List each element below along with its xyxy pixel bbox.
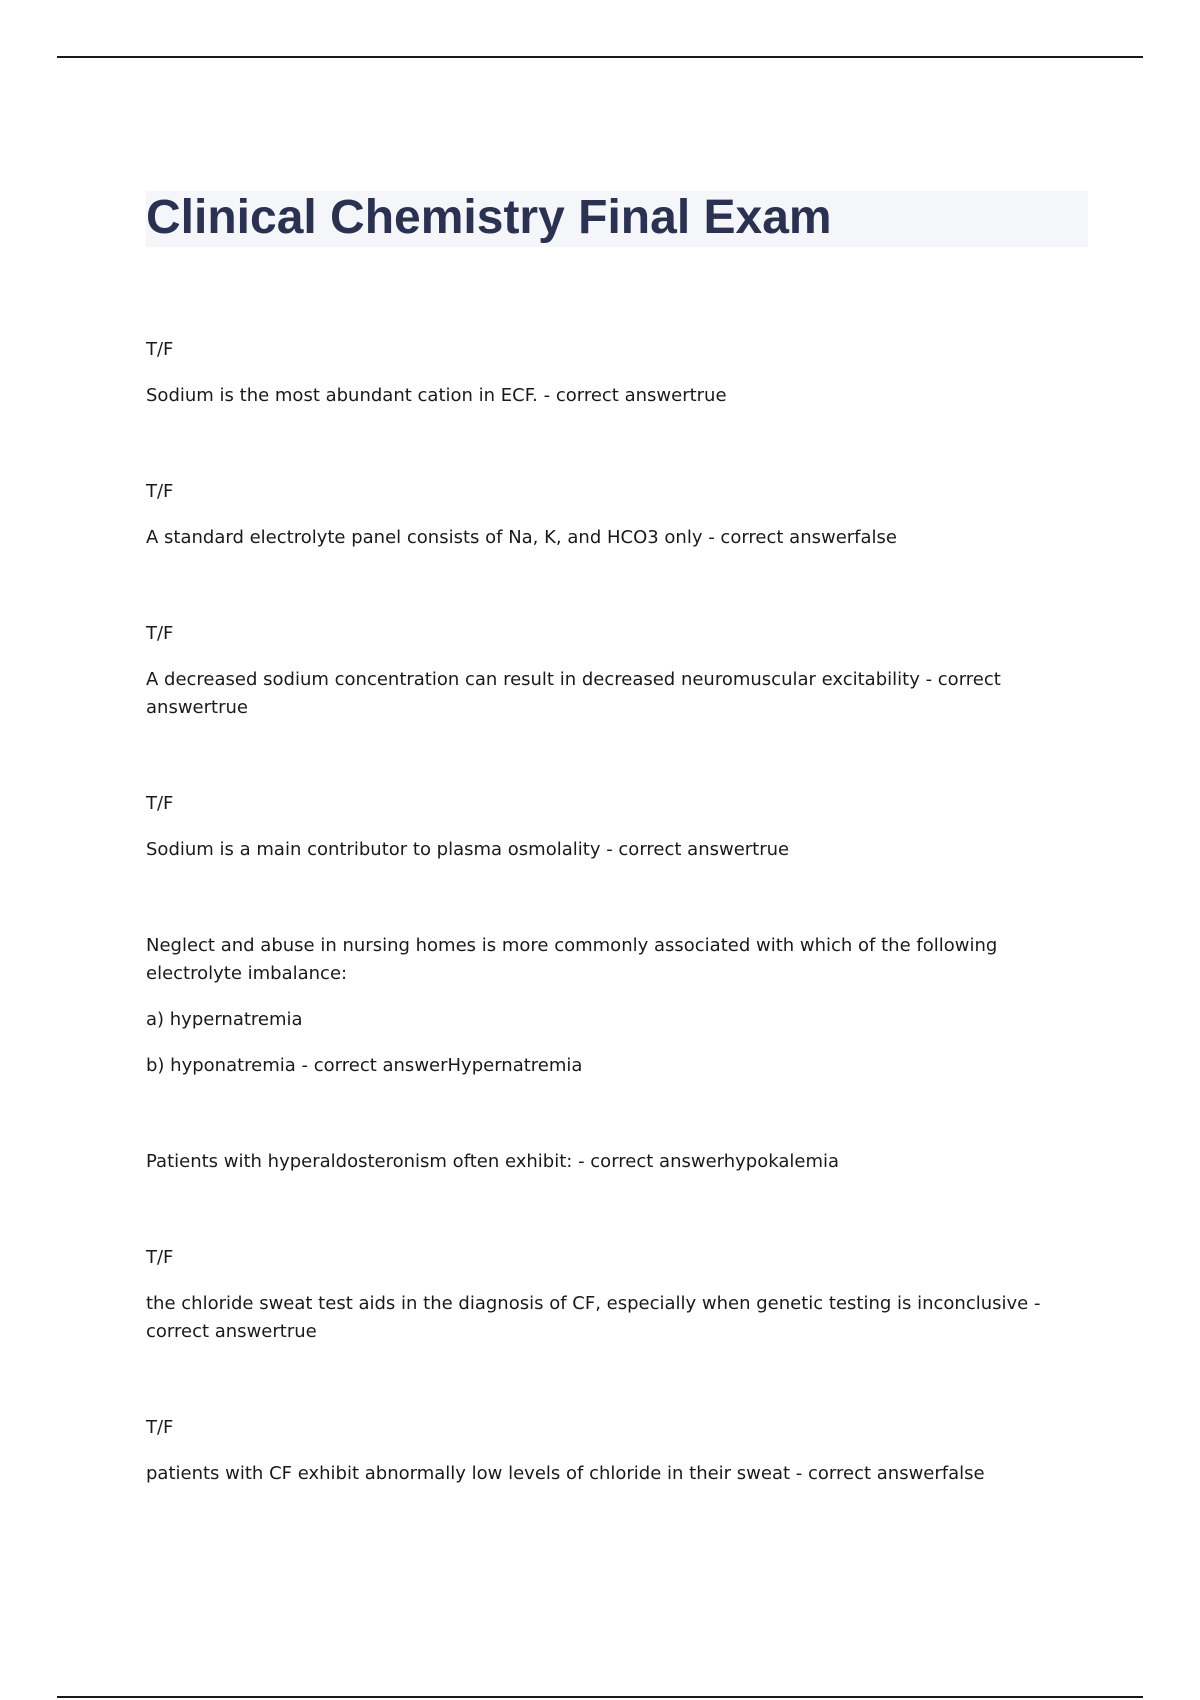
question-text: A decreased sodium concentration can result in decreased neuromuscular excitability - correct answertrue bbox=[146, 669, 1001, 718]
question-text: A standard electrolyte panel consists of Na, K, and HCO3 only - correct answerfalse bbox=[146, 527, 897, 548]
question-type: T/F bbox=[146, 793, 174, 814]
bottom-rule bbox=[57, 1696, 1143, 1698]
question-text: Sodium is a main contributor to plasma osmolality - correct answertrue bbox=[146, 839, 790, 860]
question-item bbox=[146, 620, 1046, 722]
question-item bbox=[146, 932, 1046, 1080]
question-type: T/F bbox=[146, 1247, 174, 1268]
question-item bbox=[146, 336, 1046, 410]
question-type: T/F bbox=[146, 1417, 174, 1438]
document-title: Clinical Chemistry Final Exam bbox=[146, 191, 832, 244]
question-item bbox=[146, 1244, 1046, 1346]
question-item bbox=[146, 478, 1046, 552]
question-text: patients with CF exhibit abnormally low levels of chloride in their sweat - correct answerfalse bbox=[146, 1463, 985, 1484]
question-text: Neglect and abuse in nursing homes is more commonly associated with which of the following electrolyte imbalance: bbox=[146, 935, 998, 984]
question-list bbox=[146, 336, 1046, 1556]
question-type: T/F bbox=[146, 481, 174, 502]
question-item bbox=[146, 1414, 1046, 1488]
question-type: T/F bbox=[146, 339, 174, 360]
question-text: Patients with hyperaldosteronism often exhibit: - correct answerhypokalemia bbox=[146, 1151, 840, 1172]
top-rule bbox=[57, 56, 1143, 58]
answer-option: b) hyponatremia - correct answerHypernatremia bbox=[146, 1055, 583, 1076]
question-text: Sodium is the most abundant cation in ECF. - correct answertrue bbox=[146, 385, 727, 406]
question-item bbox=[146, 1148, 1046, 1176]
question-item bbox=[146, 790, 1046, 864]
question-text: the chloride sweat test aids in the diagnosis of CF, especially when genetic testing is inconclusive - correct answertrue bbox=[146, 1293, 1041, 1342]
answer-option: a) hypernatremia bbox=[146, 1009, 303, 1030]
question-type: T/F bbox=[146, 623, 174, 644]
